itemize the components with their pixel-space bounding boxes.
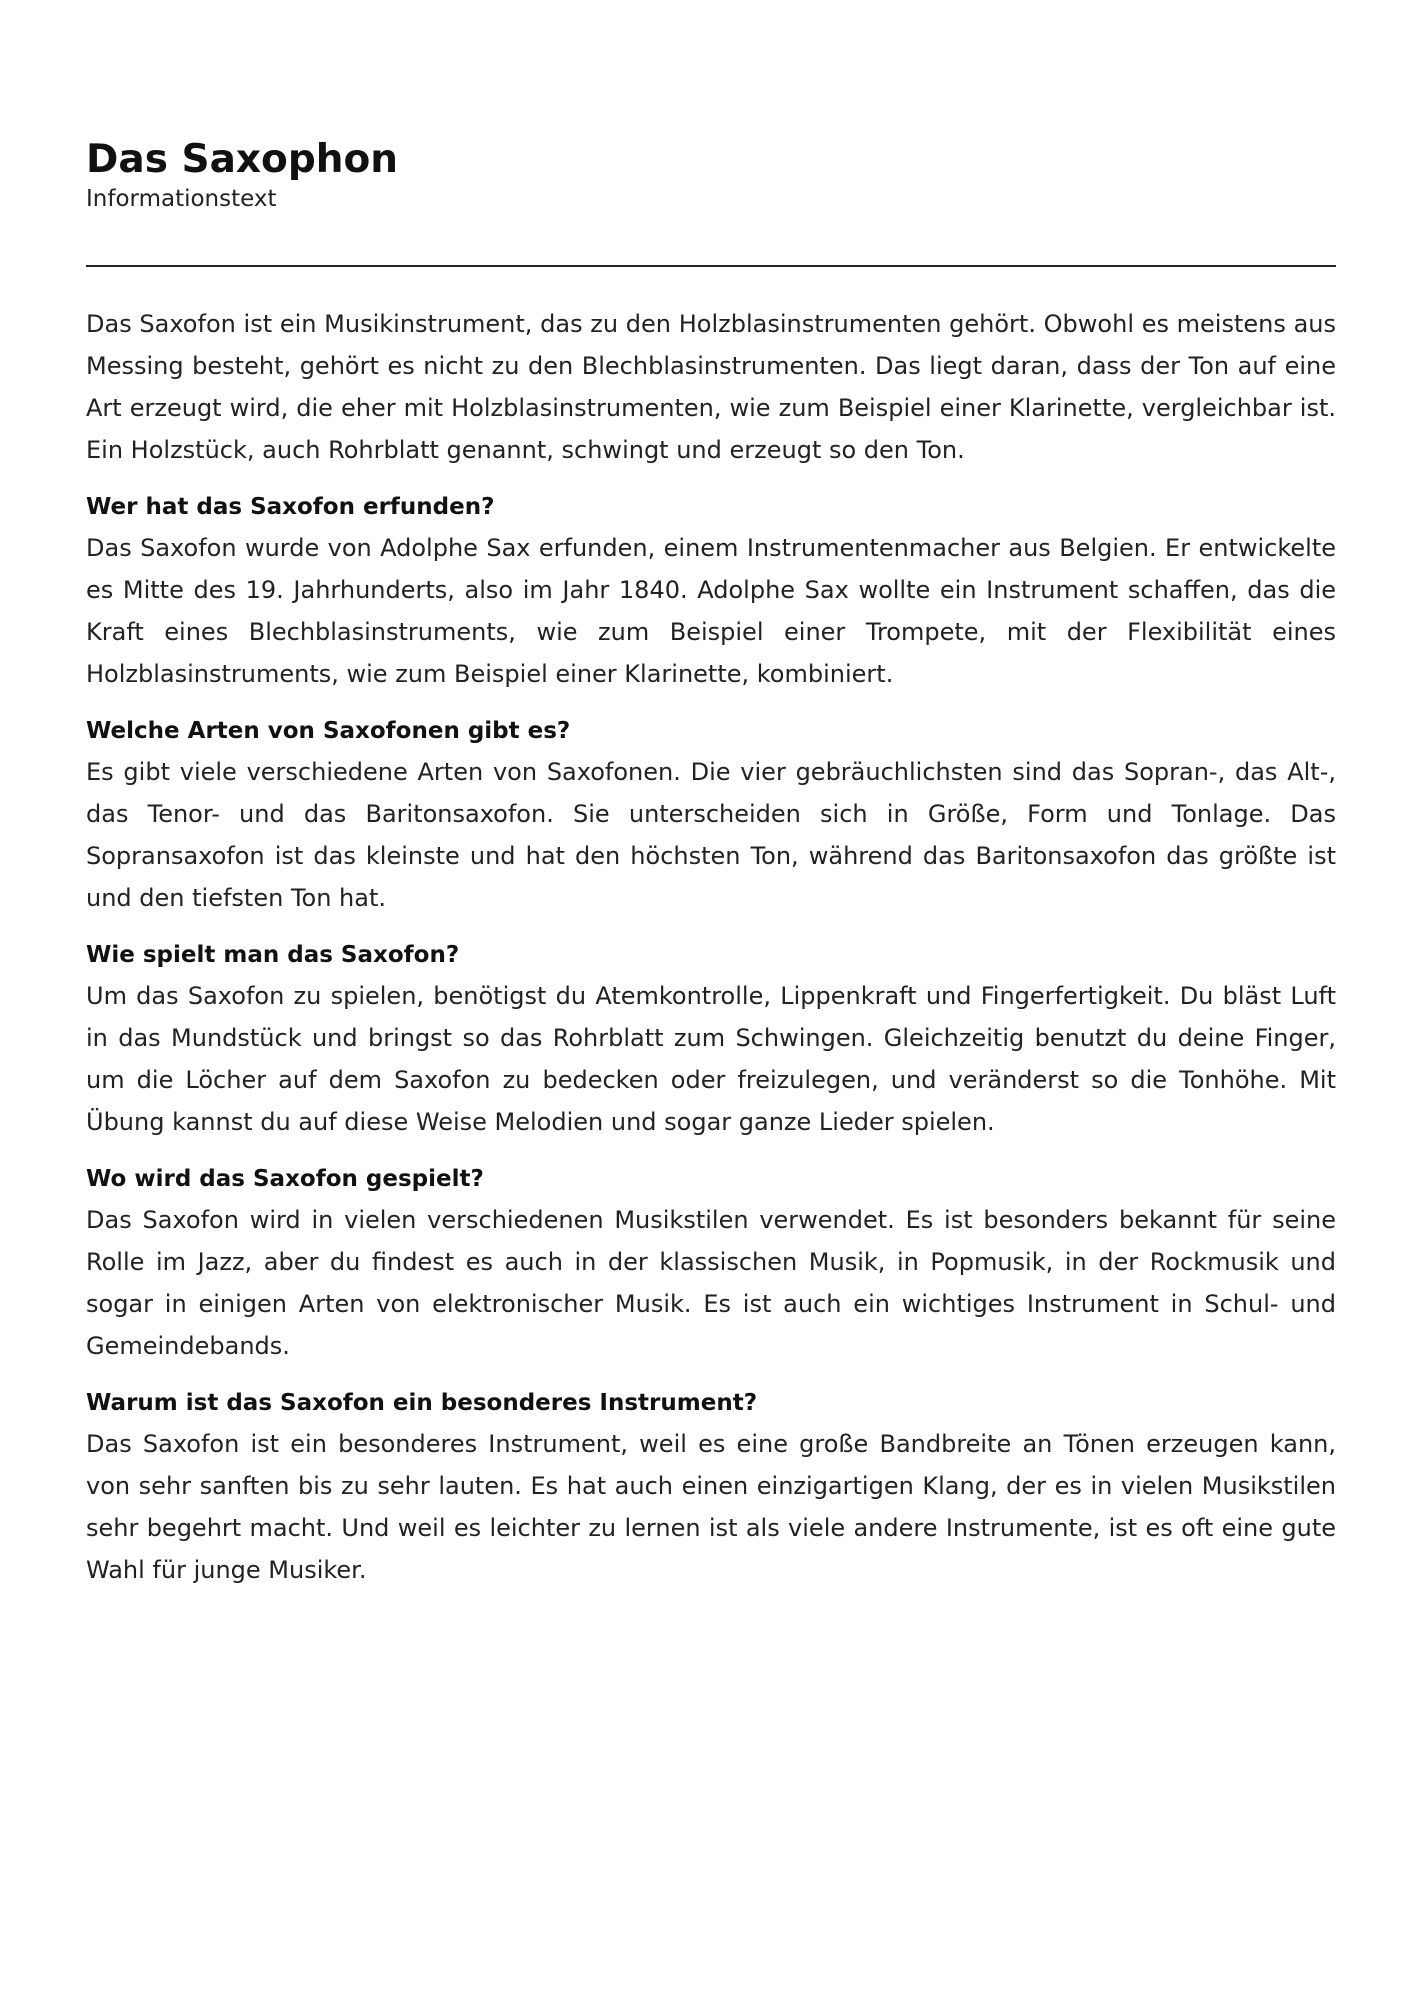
section-heading: Wo wird das Saxofon gespielt? xyxy=(86,1165,484,1192)
section-where xyxy=(86,1159,1336,1367)
section-types xyxy=(86,711,1336,919)
intro-paragraph: Das Saxofon ist ein Musikinstrument, das zu den Holzblasinstrumenten gehört. Obwohl es meistens aus Messing besteht, gehört es nicht zu den Blechblasinstrumenten. Das liegt daran, dass der Ton auf eine Art erzeugt wird, die eher mit Holzblasinstrumenten, wie zum Beispiel einer Klarinette, vergleichbar ist. Ein Holzstück, auch Rohrblatt genannt, schwingt und erzeugt so den Ton. xyxy=(86,309,1336,464)
section-inventor xyxy=(86,487,1336,695)
section-playing xyxy=(86,935,1336,1143)
section-heading: Wer hat das Saxofon erfunden? xyxy=(86,493,495,520)
section-paragraph: Das Saxofon ist ein besonderes Instrument, weil es eine große Bandbreite an Tönen erzeugen kann, von sehr sanften bis zu sehr lauten. Es hat auch einen einzigartigen Klang, der es in vielen Musikstilen sehr begehrt macht. Und weil es leichter zu lernen ist als viele andere Instrumente, ist es oft eine gute Wahl für junge Musiker. xyxy=(86,1429,1336,1584)
document-page xyxy=(86,138,1336,1607)
section-special xyxy=(86,1383,1336,1591)
section-heading: Warum ist das Saxofon ein besonderes Instrument? xyxy=(86,1389,758,1416)
title-divider xyxy=(86,265,1336,267)
section-paragraph: Um das Saxofon zu spielen, benötigst du Atemkontrolle, Lippenkraft und Fingerfertigkeit. Du bläst Luft in das Mundstück und bringst so das Rohrblatt zum Schwingen. Gleichzeitig benutzt du deine Finger, um die Löcher auf dem Saxofon zu bedecken oder freizulegen, und veränderst so die Tonhöhe. Mit Übung kannst du auf diese Weise Melodien und sogar ganze Lieder spielen. xyxy=(86,981,1336,1136)
section-heading: Wie spielt man das Saxofon? xyxy=(86,941,460,968)
section-heading: Welche Arten von Saxofonen gibt es? xyxy=(86,717,571,744)
section-paragraph: Das Saxofon wurde von Adolphe Sax erfunden, einem Instrumentenmacher aus Belgien. Er entwickelte es Mitte des 19. Jahrhunderts, also im Jahr 1840. Adolphe Sax wollte ein Instrument schaffen, das die Kraft eines Blechblasinstruments, wie zum Beispiel einer Trompete, mit der Flexibilität eines Holzblasinstruments, wie zum Beispiel einer Klarinette, kombiniert. xyxy=(86,533,1336,688)
section-paragraph: Das Saxofon wird in vielen verschiedenen Musikstilen verwendet. Es ist besonders bekannt für seine Rolle im Jazz, aber du findest es auch in der klassischen Musik, in Popmusik, in der Rockmusik und sogar in einigen Arten von elektronischer Musik. Es ist auch ein wichtiges Instrument in Schul- und Gemeindebands. xyxy=(86,1205,1336,1360)
page-subtitle: Informationstext xyxy=(86,185,277,212)
page-title: Das Saxophon xyxy=(86,137,399,182)
section-paragraph: Es gibt viele verschiedene Arten von Saxofonen. Die vier gebräuchlichsten sind das Sopran-, das Alt-, das Tenor- und das Baritonsaxofon. Sie unterscheiden sich in Größe, Form und Tonlage. Das Sopransaxofon ist das kleinste und hat den höchsten Ton, während das Baritonsaxofon das größte ist und den tiefsten Ton hat. xyxy=(86,757,1336,912)
